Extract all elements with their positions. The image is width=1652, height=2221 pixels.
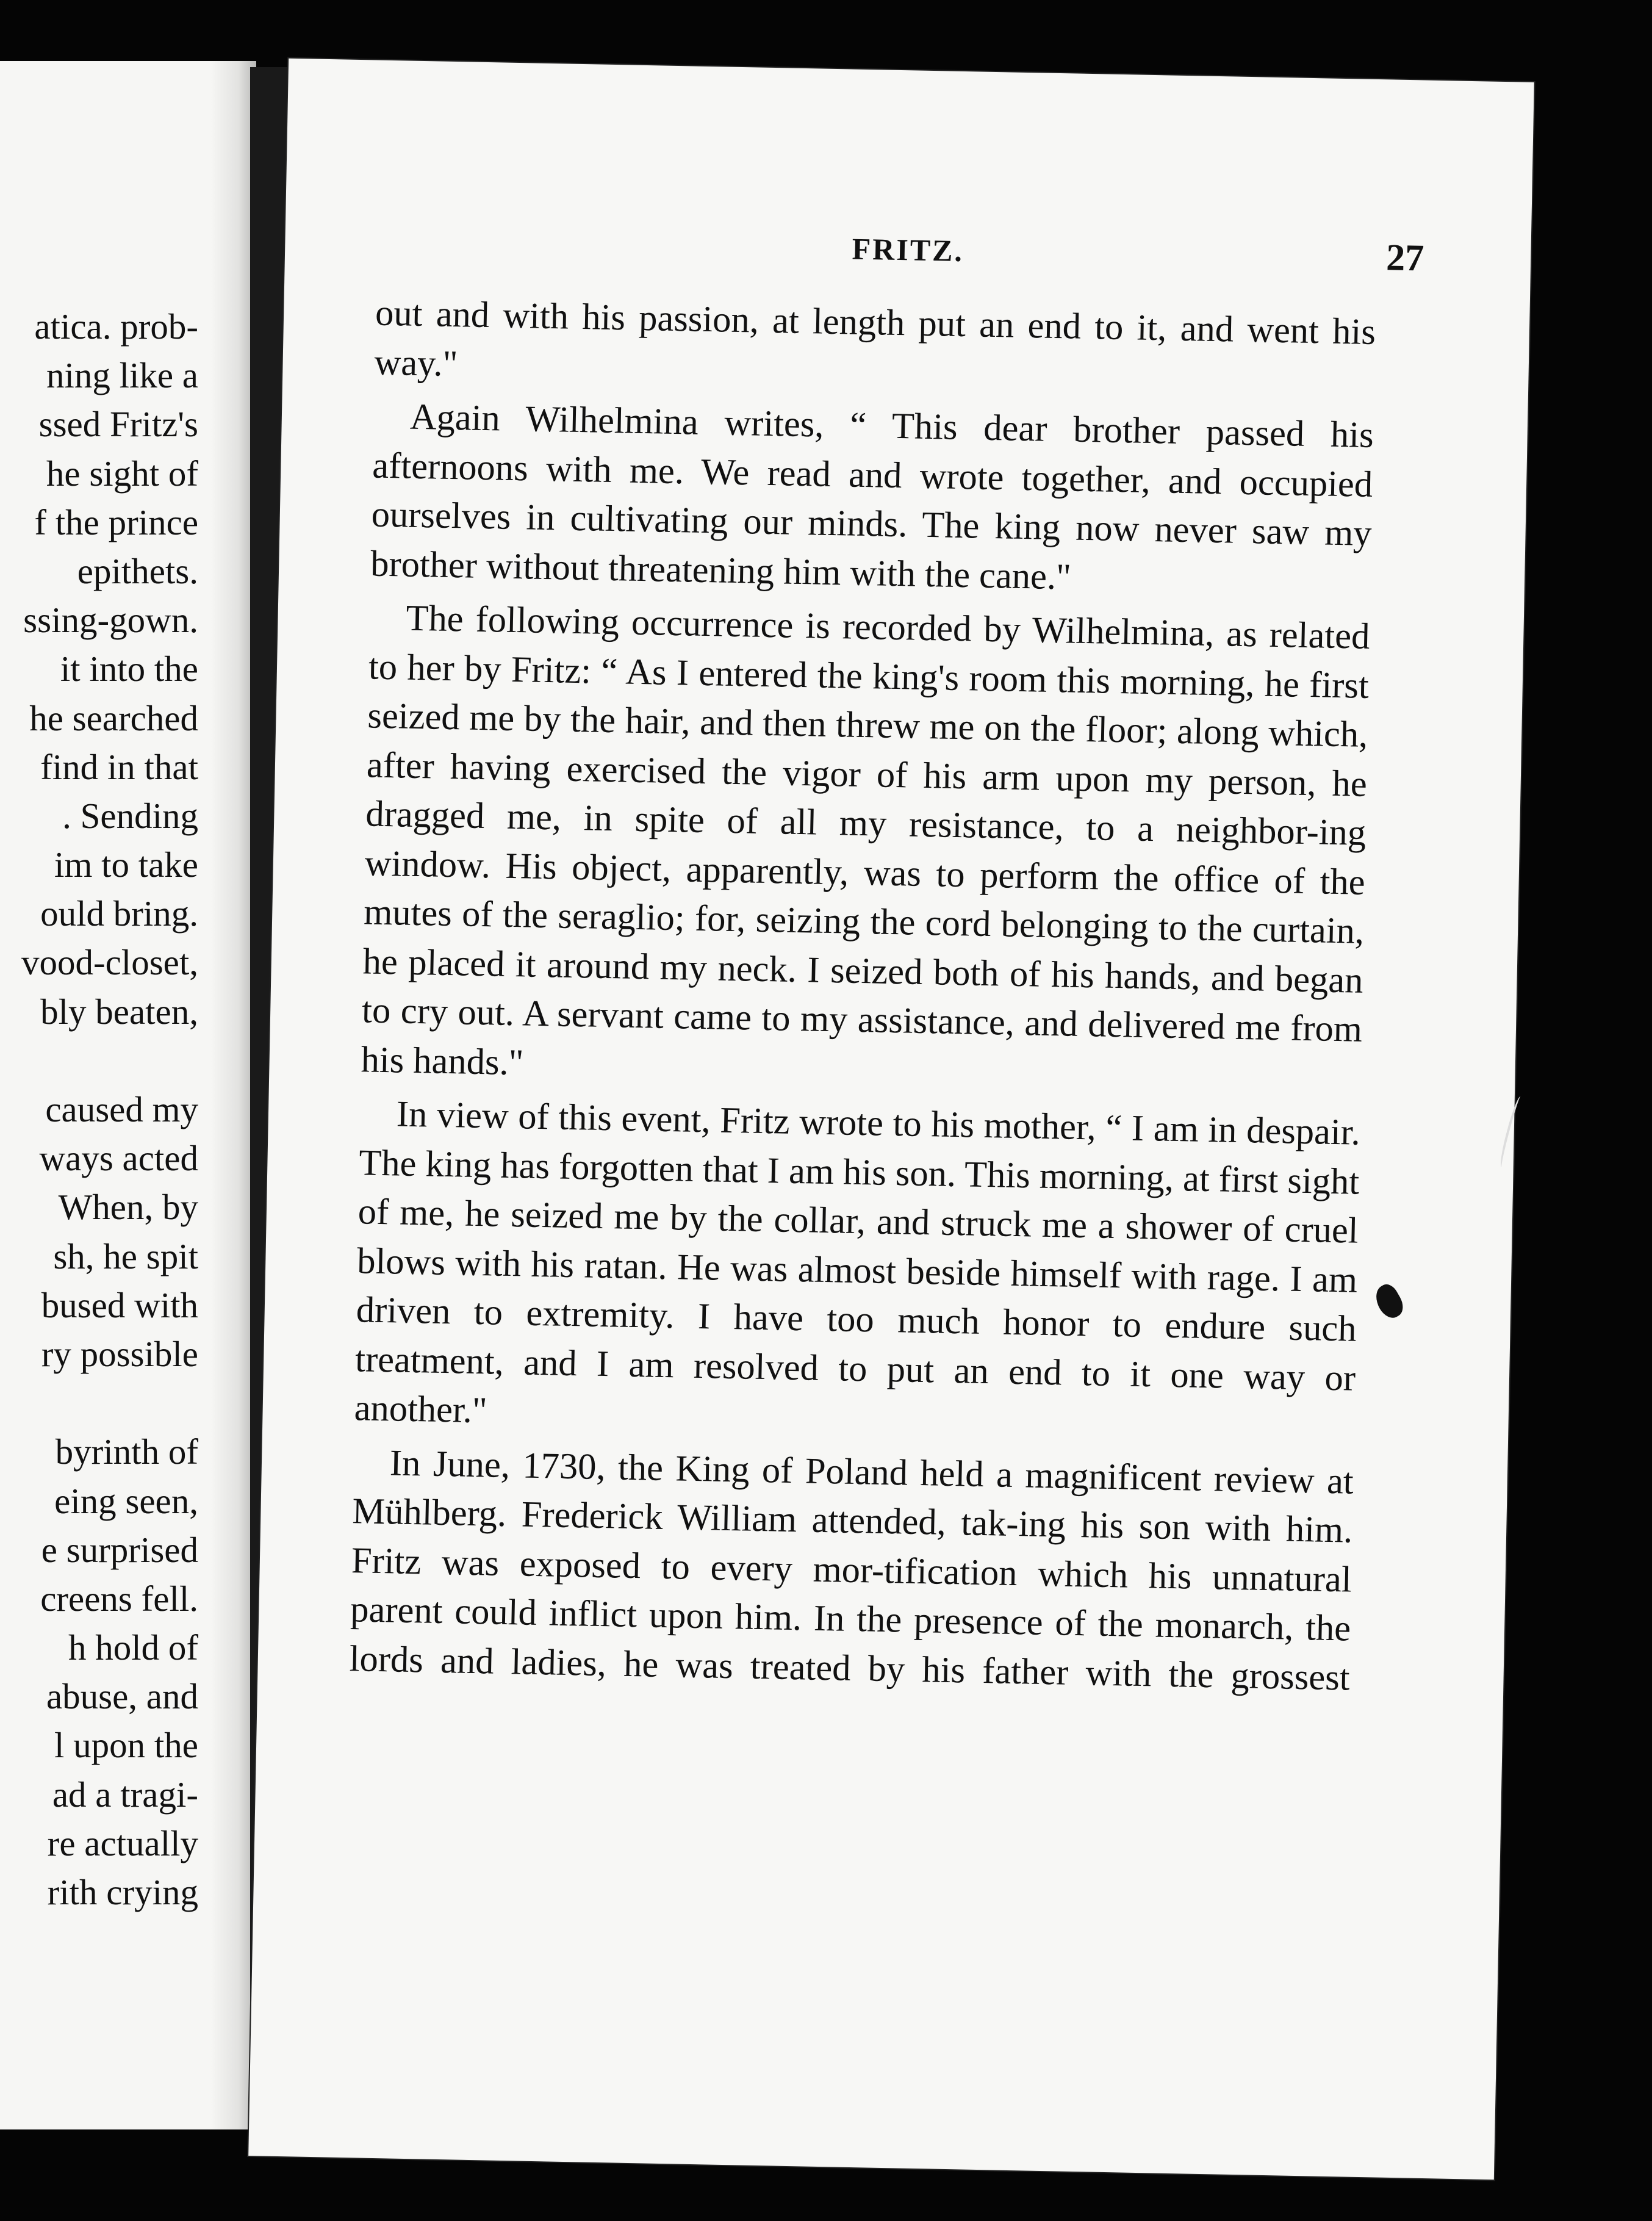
facing-line: creens fell. — [40, 1578, 198, 1619]
facing-line: ad a tragi- — [52, 1774, 198, 1815]
facing-line: vood-closet, — [21, 942, 198, 983]
paragraph: out and with his passion, at length put an end to it, and went his way." — [374, 292, 1376, 384]
paragraph: In June, 1730, the King of Poland held a magnificent review at Mühlberg. Frederick William attended, tak-ing his son with him. Fritz was exposed to every mor-tification which his unnatural parent could inflict upon him. In the presence of the monarch, the lords and ladies, he was treated by his father with the grossest — [349, 1442, 1354, 1699]
facing-line: abuse, and — [46, 1676, 198, 1717]
facing-line: re actually — [47, 1823, 198, 1863]
paragraph: The following occurrence is recorded by Wilhelmina, as related to her by Fritz: “ As I entered the king's room this morning, he first seized me by the hair, and then threw me on the floor; along which, after having exercised the vigor of his arm upon my person, he dragged me, in spite of all my resistance, to a neighbor-ing window. His object, apparently, was to perform the office of the mutes of the seraglio; for, seizing the cord belonging to the curtain, he placed it around my neck. I seized both of his hands, and began to cry out. A servant came to my assistance, and delivered me from his hands." — [361, 597, 1370, 1083]
facing-line: rith crying — [47, 1872, 198, 1912]
page-header — [284, 220, 1531, 299]
facing-line: ry possible — [41, 1333, 198, 1374]
paragraph: Again Wilhelmina writes, “ This dear brother passed his afternoons with me. We read and wrote together, and occupied ourselves in cultivating our minds. The king now never saw my brother without threatening him with the cane." — [370, 396, 1374, 597]
facing-line: eing seen, — [54, 1480, 198, 1521]
facing-line: he searched — [29, 697, 198, 738]
facing-line: When, by — [58, 1187, 198, 1228]
facing-line: sh, he spit — [53, 1236, 198, 1276]
facing-line: ould bring. — [40, 893, 198, 934]
facing-line: it into the — [60, 649, 198, 689]
facing-line: bly beaten, — [40, 991, 198, 1032]
page-number: 27 — [1385, 237, 1424, 279]
facing-line: ning like a — [46, 355, 198, 396]
page-body — [349, 289, 1376, 1708]
facing-line: l upon the — [54, 1725, 198, 1766]
facing-line: byrinth of — [55, 1431, 198, 1472]
facing-line: ways acted — [39, 1138, 198, 1179]
facing-line: caused my — [45, 1089, 198, 1129]
facing-line: h hold of — [68, 1627, 198, 1668]
facing-line: e surprised — [41, 1529, 198, 1570]
facing-line: ssed Fritz's — [38, 404, 198, 445]
facing-line: ssing-gown. — [23, 600, 198, 641]
facing-line: bused with — [41, 1284, 198, 1325]
facing-page-text — [0, 302, 198, 1917]
facing-line — [0, 1378, 198, 1427]
facing-line: he sight of — [46, 453, 198, 494]
facing-line: epithets. — [77, 550, 198, 591]
facing-line: im to take — [54, 844, 198, 885]
facing-line: find in that — [40, 746, 198, 787]
running-head: FRITZ. — [852, 231, 964, 268]
facing-line — [0, 1036, 198, 1085]
facing-line: atica. prob- — [34, 306, 198, 347]
facing-line: . Sending — [62, 795, 198, 836]
facing-line: f the prince — [34, 502, 198, 542]
book-page — [248, 59, 1534, 2180]
page-fold-shadow — [210, 61, 256, 2129]
paragraph: In view of this event, Fritz wrote to his mother, “ I am in despair. The king has forgotten that I am his son. This morning, at first sight of me, he seized me by the collar, and struck me a shower of cruel blows with his ratan. He was almost beside himself with rage. I am driven to extremity. I have too much honor to endure such treatment, and I am resolved to put an end to it one way or another." — [354, 1093, 1361, 1431]
